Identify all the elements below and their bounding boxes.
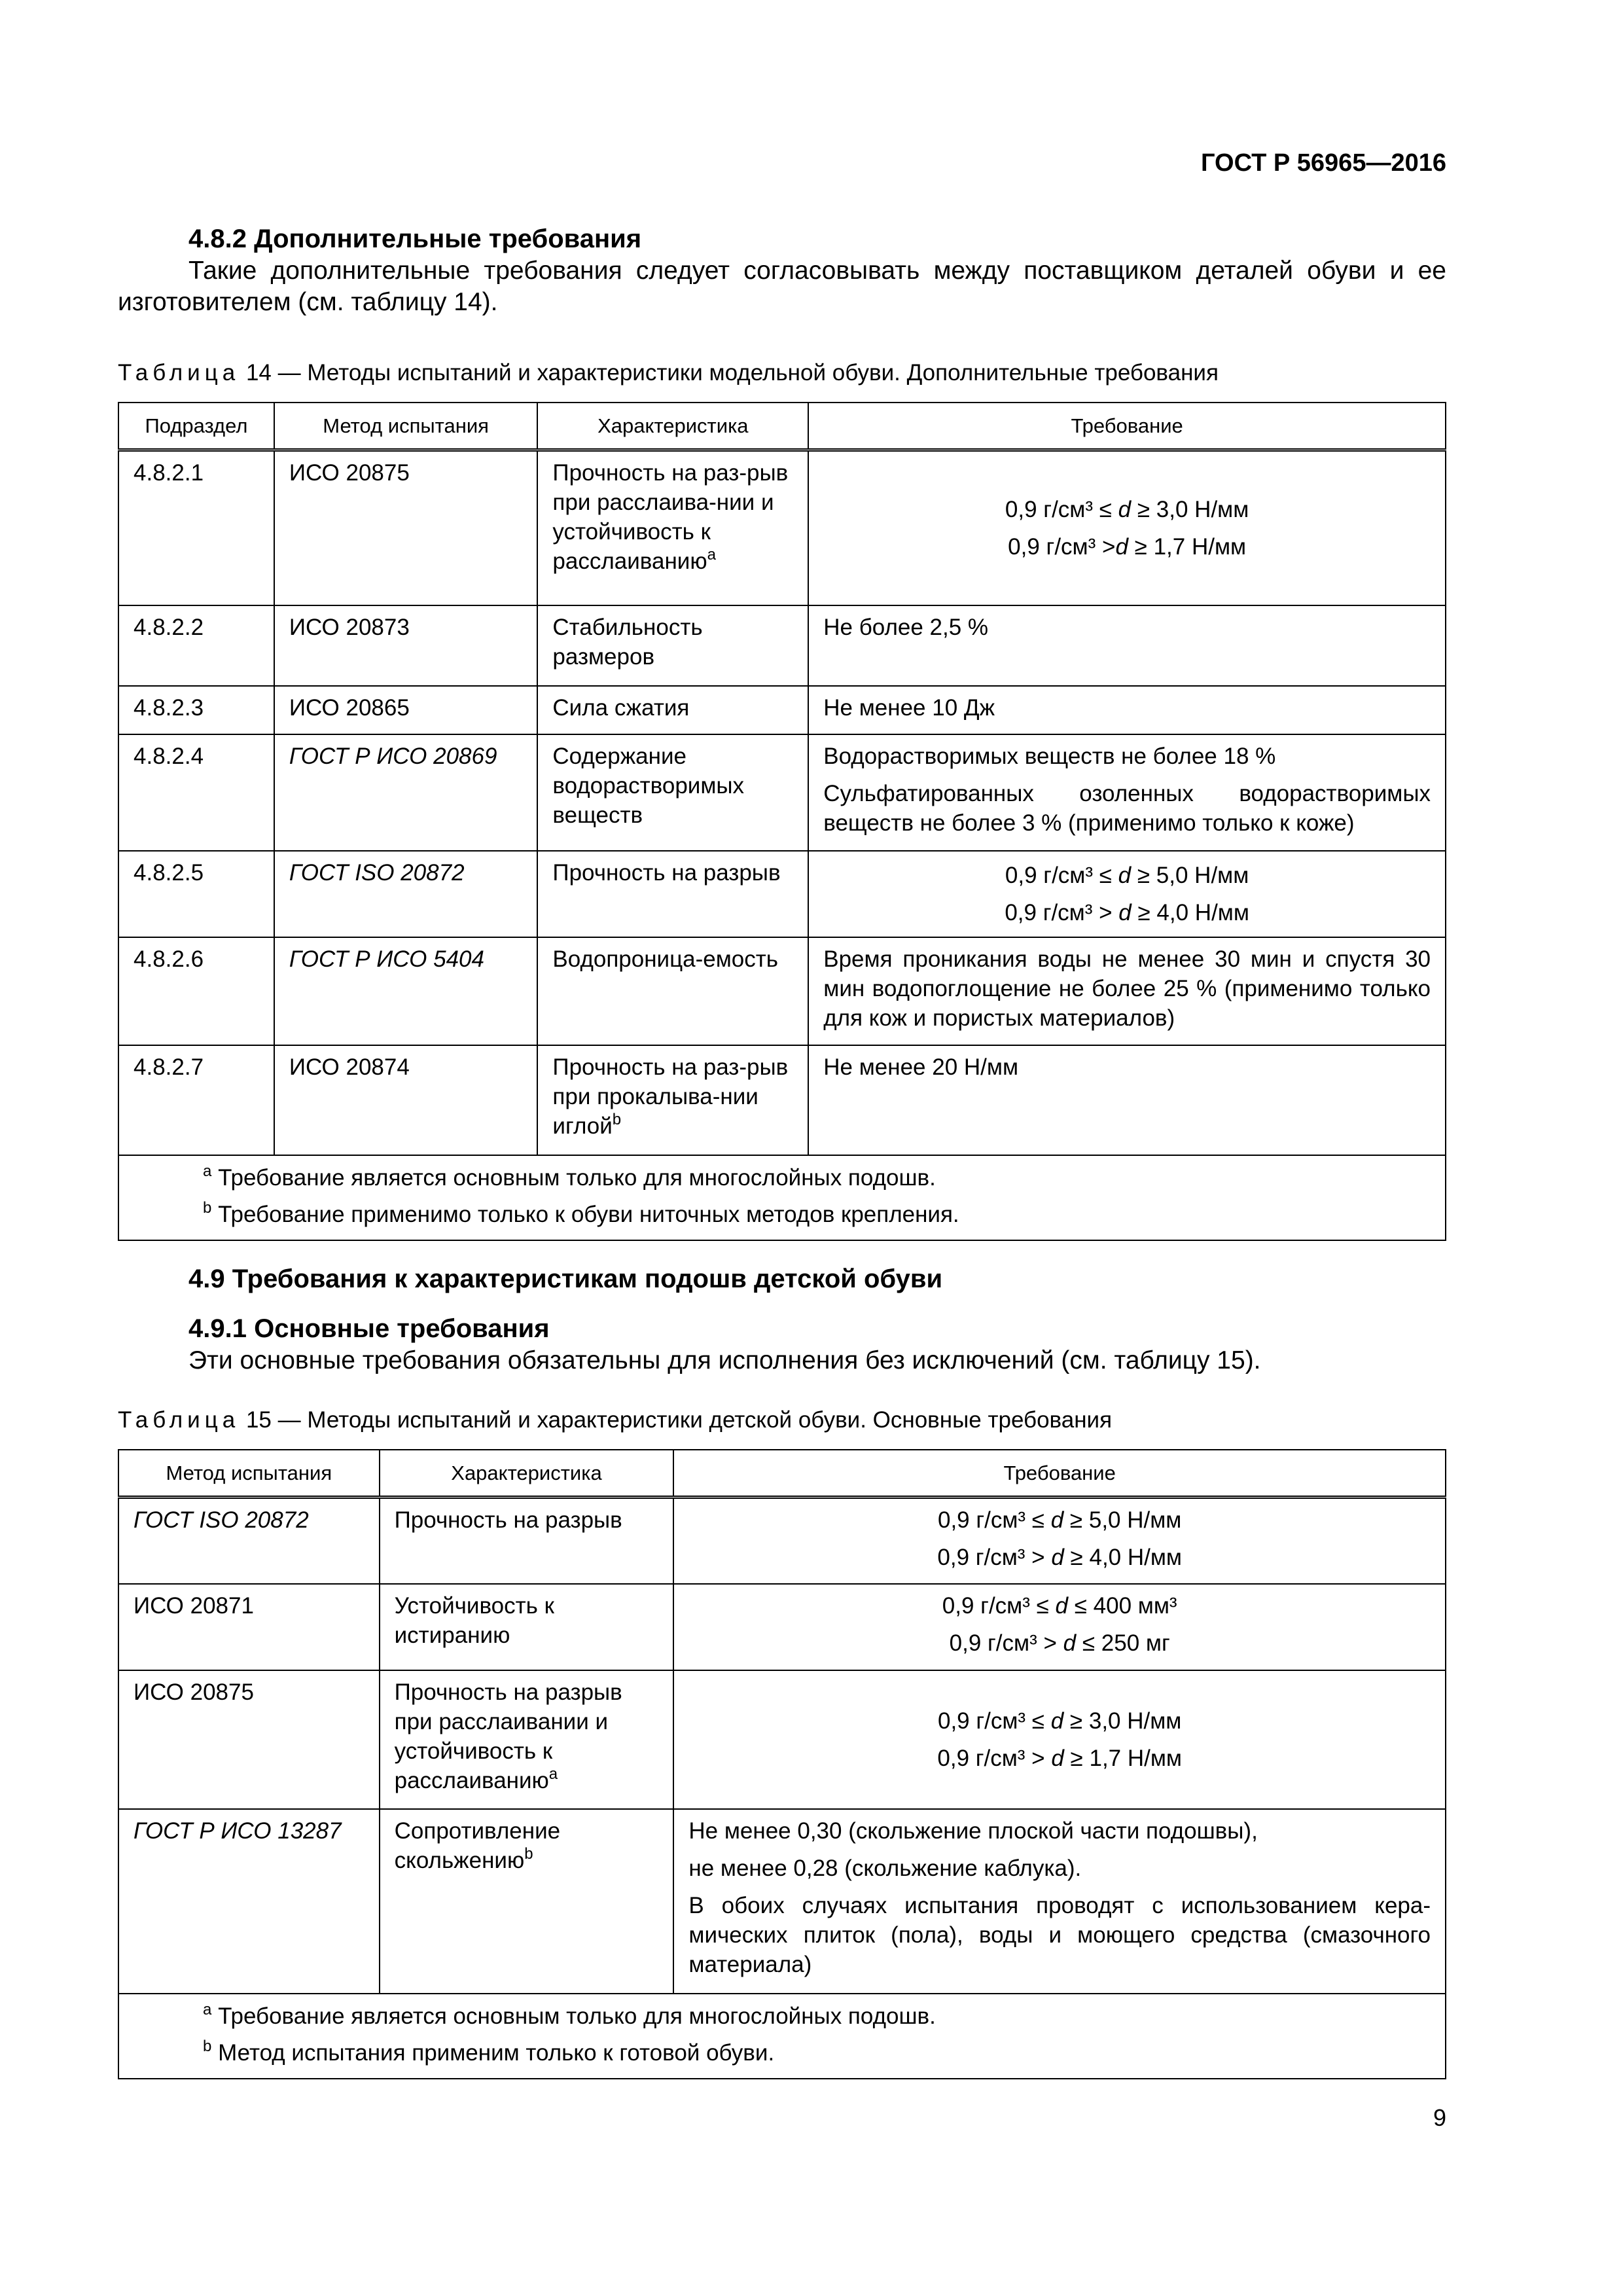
footnote [203,1160,1431,1196]
requirement-cell [673,1809,1446,1994]
requirement-line: Сульфатированных озоленных водорастворимых веществ не более 3 % (применимо только к коже) [823,780,1431,836]
characteristic-text: Сопротивление скольжению [394,1818,561,1873]
method-cell: ИСО 20871 [118,1584,380,1670]
footnote-text: Метод испытания применим только к готовой обуви. [218,2039,775,2066]
requirement-cell: Время проникания воды не менее 30 мин и спустя 30 мин водопоглощение не более 25 % (применимо только для кож и пористых материалов) [808,937,1446,1045]
method-cell: ИСО 20874 [274,1045,538,1155]
footnote-mark: a [203,1162,212,1180]
table-row [118,1045,1446,1155]
characteristic-cell [537,450,808,605]
characteristic-cell: Прочность на разрыв [537,851,808,937]
table15-header-row [118,1450,1446,1498]
table14-header-row [118,403,1446,450]
footnote-mark: b [203,2037,212,2055]
table15-notes-row [118,1994,1446,2079]
requirement-line: 0,9 г/см³ ≤ d ≤ 400 мм³ [942,1592,1177,1619]
subsection-cell: 4.8.2.5 [118,851,274,937]
table15-header-cell: Метод испытания [118,1450,380,1498]
table15-notes [118,1994,1446,2079]
footnote [203,1196,1431,1233]
table-row [118,605,1446,686]
table-row [118,851,1446,937]
section-heading-4-9: 4.9 Требования к характеристикам подошв детской обуви [188,1265,943,1293]
characteristic-cell: Содержание водорастворимых веществ [537,734,808,851]
section-heading-4-8-2: 4.8.2 Дополнительные требования [188,224,642,253]
requirement-cell [808,450,1446,605]
characteristic-text: Прочность на разрыв при расслаивании и устойчивость к расслаиванию [394,1679,622,1793]
table14-header-cell: Требование [808,403,1446,450]
table-row [118,937,1446,1045]
method-cell: ГОСТ Р ИСО 20869 [274,734,538,851]
characteristic-text: Прочность на раз-рыв при расслаива-нии и устойчивость к расслаиванию [552,460,789,574]
method-cell: ИСО 20875 [274,450,538,605]
characteristic-text: Прочность на раз-рыв при прокалыва-нии иглой [552,1054,789,1139]
table15-header-cell: Требование [673,1450,1446,1498]
requirement-line: 0,9 г/см³ ≤ d ≥ 5,0 Н/мм [937,1507,1182,1533]
method-cell: ИСО 20865 [274,686,538,734]
requirement-cell: Не более 2,5 % [808,605,1446,686]
subsection-cell: 4.8.2.6 [118,937,274,1045]
requirement-cell [808,851,1446,937]
section-heading-4-9-1: 4.9.1 Основные требования [188,1314,550,1343]
footnote [203,2035,1431,2072]
requirement-line: В обоих случаях испытания проводят с использованием кера-мических плиток (пола), воды и моющего средства (смазочного материала) [688,1892,1431,1977]
table-row [118,1809,1446,1994]
requirement-cell: Не менее 20 Н/мм [808,1045,1446,1155]
characteristic-cell: Сила сжатия [537,686,808,734]
requirement-cell: Не менее 10 Дж [808,686,1446,734]
table15-caption-label: Таблица [118,1407,240,1433]
footnote-mark: b [524,1844,533,1863]
requirement-line: 0,9 г/см³ ≤ d ≥ 3,0 Н/мм [937,1708,1182,1734]
requirement-line: 0,9 г/см³ ≤ d ≥ 5,0 Н/мм [1005,862,1249,888]
footnote-text: Требование является основным только для многослойных подошв. [218,1164,936,1191]
characteristic-cell [380,1809,674,1994]
document-page [118,0,1446,2296]
table14 [118,402,1446,1241]
section-4-8-2 [118,224,1446,318]
requirement-line: 0,9 г/см³ > d ≥ 4,0 Н/мм [937,1545,1182,1570]
table14-header-cell: Характеристика [537,403,808,450]
characteristic-cell: Водопроница-емость [537,937,808,1045]
table14-caption [118,360,1219,386]
characteristic-cell [380,1670,674,1809]
subsection-cell: 4.8.2.2 [118,605,274,686]
method-cell: ГОСТ ISO 20872 [274,851,538,937]
subsection-cell: 4.8.2.3 [118,686,274,734]
requirement-line: не менее 0,28 (скольжение каблука). [688,1855,1082,1881]
table14-caption-text: 14 — Методы испытаний и характеристики модельной обуви. Дополнительные требования [245,360,1219,386]
standard-number: ГОСТ Р 56965—2016 [1201,149,1446,177]
footnote-mark: a [548,1765,558,1783]
table14-caption-label: Таблица [118,360,240,386]
table-row [118,450,1446,605]
table15-caption-text: 15 — Методы испытаний и характеристики детской обуви. Основные требования [245,1407,1113,1433]
table15-header-cell: Характеристика [380,1450,674,1498]
table-row [118,686,1446,734]
table15-caption [118,1407,1112,1433]
table14-notes [118,1155,1446,1240]
table-row [118,1670,1446,1809]
footnote-text: Требование является основным только для многослойных подошв. [218,2003,936,2029]
footnote [203,1998,1431,2035]
footnote-mark: a [203,2000,212,2018]
method-cell: ГОСТ Р ИСО 13287 [118,1809,380,1994]
footnote-mark: b [203,1198,212,1217]
method-cell: ГОСТ ISO 20872 [118,1498,380,1584]
table15-wrapper [118,1449,1446,2079]
requirement-cell [673,1584,1446,1670]
requirement-line: 0,9 г/см³ > d ≤ 250 мг [949,1630,1170,1656]
footnote-text: Требование применимо только к обуви ниточных методов крепления. [218,1201,959,1227]
requirement-line: Водорастворимых веществ не более 18 % [823,743,1276,769]
requirement-cell [808,734,1446,851]
subsection-cell: 4.8.2.7 [118,1045,274,1155]
section-4-9-1-text: Эти основные требования обязательны для исполнения без исключений (см. таблицу 15). [188,1346,1261,1374]
page-number: 9 [1433,2104,1446,2131]
footnote-mark: b [612,1110,622,1128]
requirement-line: 0,9 г/см³ ≤ d ≥ 3,0 Н/мм [1005,496,1249,522]
method-cell: ГОСТ Р ИСО 5404 [274,937,538,1045]
characteristic-cell [537,1045,808,1155]
characteristic-cell: Устойчивость к истиранию [380,1584,674,1670]
requirement-line: Не менее 0,30 (скольжение плоской части подошвы), [688,1818,1258,1844]
characteristic-cell: Стабильность размеров [537,605,808,686]
table14-header-cell: Подраздел [118,403,274,450]
characteristic-cell: Прочность на разрыв [380,1498,674,1584]
section-4-9-1 [118,1314,1446,1376]
table14-header-cell: Метод испытания [274,403,538,450]
table-row [118,1498,1446,1584]
footnote-mark: a [707,546,716,564]
requirement-line: 0,9 г/см³ > d ≥ 4,0 Н/мм [1005,899,1249,925]
subsection-cell: 4.8.2.4 [118,734,274,851]
requirement-line: 0,9 г/см³ > d ≥ 1,7 Н/мм [937,1745,1182,1771]
table14-wrapper [118,402,1446,1241]
method-cell: ИСО 20873 [274,605,538,686]
method-cell: ИСО 20875 [118,1670,380,1809]
table14-notes-row [118,1155,1446,1240]
requirement-line: 0,9 г/см³ >d ≥ 1,7 Н/мм [1008,533,1247,560]
table-row [118,734,1446,851]
subsection-cell: 4.8.2.1 [118,450,274,605]
table-row [118,1584,1446,1670]
section-4-8-2-text: Такие дополнительные требования следует согласовывать между поставщиком деталей обуви и ее изготовителем (см. таблицу 14). [118,257,1446,316]
requirement-cell [673,1498,1446,1584]
requirement-cell [673,1670,1446,1809]
table15 [118,1449,1446,2079]
